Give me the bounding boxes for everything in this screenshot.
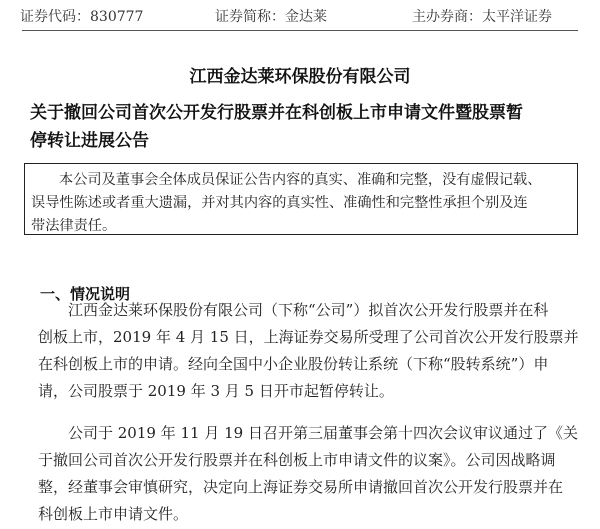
header-divider (22, 30, 578, 31)
paragraph-1-line-4: 请，公司股票于 2019 年 3 月 5 日开市起暂停转让。 (38, 382, 394, 400)
paragraph-2-line-2: 于撤回公司首次公开发行股票并在科创板上市申请文件的议案》。公司因战略调 (38, 451, 556, 469)
statement-line-3: 带法律责任。 (31, 218, 117, 234)
paragraph-1-line-2: 创板上市，2019 年 4 月 15 日，上海证券交易所受理了公司首次公开发行股票并 (38, 328, 579, 346)
statement-line-1: 本公司及董事会全体成员保证公告内容的真实、准确和完整，没有虚假记载、 (59, 172, 542, 188)
sponsor-broker: 主办券商：太平洋证券 (412, 9, 552, 25)
title-line-2: 停转让进展公告 (30, 131, 149, 151)
title-line-1: 关于撤回公司首次公开发行股票并在科创板上市申请文件暨股票暂 (30, 103, 523, 123)
company-name: 江西金达莱环保股份有限公司 (189, 67, 411, 87)
paragraph-2-line-1: 公司于 2019 年 11 月 19 日召开第三届董事会第十四次会议审议通过了《关 (68, 424, 578, 442)
paragraph-2 (38, 420, 580, 528)
stock-code: 证券代码：830777 (20, 9, 144, 25)
paragraph-1-line-1: 江西金达莱环保股份有限公司（下称“公司”）拟首次公开发行股票并在科 (68, 301, 549, 319)
document-header (20, 6, 580, 28)
board-statement-box (24, 163, 578, 235)
paragraph-2-line-3: 整，经董事会审慎研究，决定向上海证券交易所申请撤回首次公开发行股票并在 (38, 478, 564, 496)
section-heading: 一、情况说明 (40, 285, 131, 303)
announcement-title (30, 99, 570, 155)
statement-line-2: 误导性陈述或者重大遗漏，并对其内容的真实性、准确性和完整性承担个别及连 (31, 195, 528, 211)
stock-short-name: 证券简称：金达莱 (215, 9, 327, 25)
paragraph-2-line-4: 科创板上市申请文件。 (38, 505, 189, 523)
paragraph-1 (38, 297, 580, 405)
paragraph-1-line-3: 在科创板上市的申请。经向全国中小企业股份转让系统（下称“股转系统”）申 (38, 355, 549, 373)
